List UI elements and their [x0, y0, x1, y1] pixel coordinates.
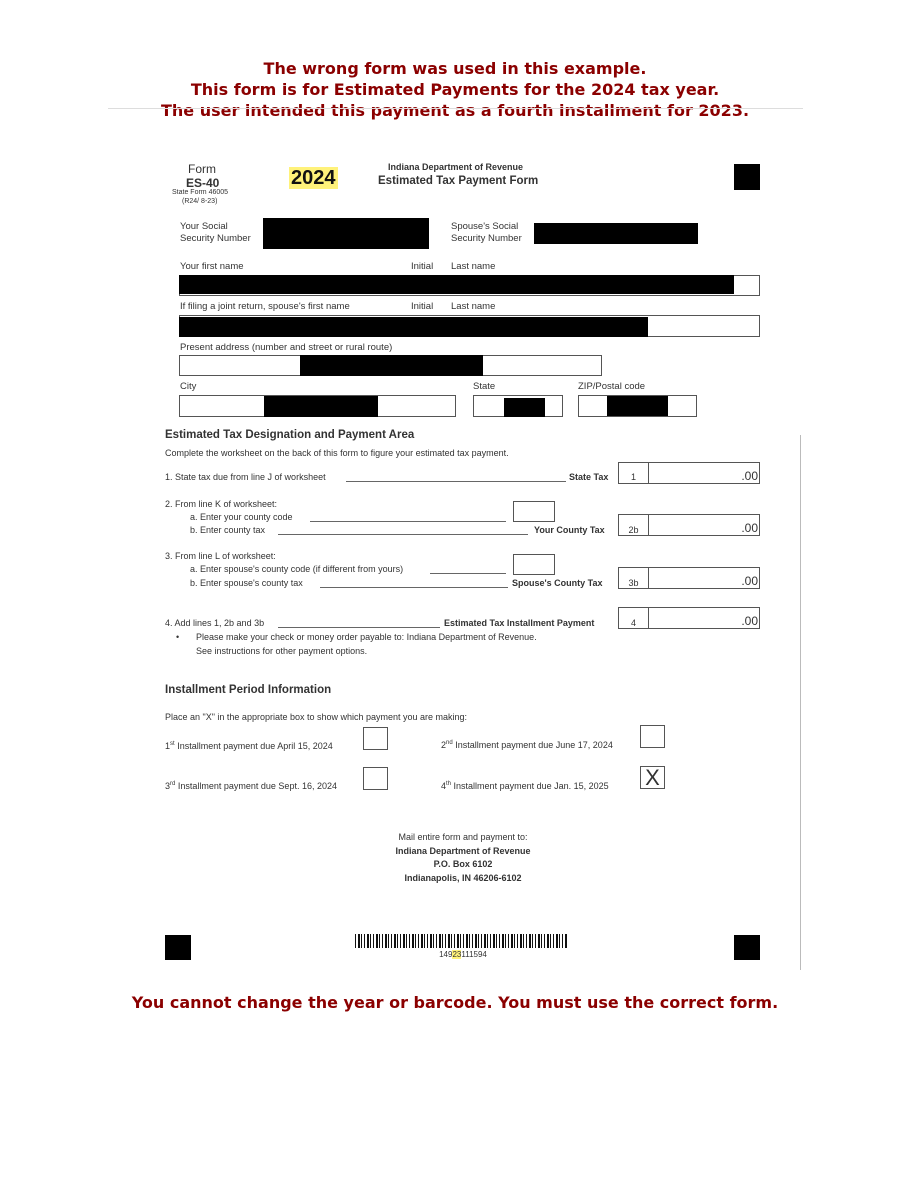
- installment-4-label: 4th Installment payment due Jan. 15, 2025: [441, 781, 609, 791]
- spouse-first-name-label: If filing a joint return, spouse's first name: [180, 301, 350, 312]
- line3-number: 3b: [628, 578, 639, 588]
- form-number: ES-40: [186, 176, 220, 190]
- line3-label: Spouse's County Tax: [512, 578, 603, 588]
- barcode: [355, 934, 568, 948]
- line3b-text: b. Enter spouse's county tax: [190, 578, 303, 588]
- form-revision: (R24/ 8-23): [182, 198, 218, 205]
- installment-4-checkbox[interactable]: X: [640, 766, 665, 789]
- redacted-spouse-name: [179, 317, 648, 337]
- annotation-line-1: The wrong form was used in this example.: [263, 59, 647, 78]
- redacted-name: [179, 275, 734, 294]
- installment-3-label: 3rd Installment payment due Sept. 16, 2024: [165, 781, 337, 791]
- line3-text: 3. From line L of worksheet:: [165, 551, 276, 561]
- line1-amount: .00: [741, 469, 758, 483]
- line2-amount: .00: [741, 521, 758, 535]
- redacted-state: [504, 398, 545, 417]
- line3a-leader: [430, 573, 506, 574]
- line2a-leader: [310, 521, 506, 522]
- agency-name: Indiana Department of Revenue: [388, 162, 524, 172]
- line4-leader: [278, 627, 440, 628]
- last-name-label: Last name: [451, 261, 496, 272]
- alignment-mark-top-right: [734, 164, 760, 190]
- county-code-box: [513, 501, 555, 522]
- designation-heading: Estimated Tax Designation and Payment Area: [165, 429, 415, 441]
- redacted-address: [300, 355, 483, 376]
- mail-city: Indianapolis, IN 46206-6102: [404, 873, 522, 883]
- line2a-text: a. Enter your county code: [190, 512, 293, 522]
- scan-edge: [800, 435, 801, 970]
- payable-note: Please make your check or money order payable to: Indiana Department of Revenue.: [196, 632, 537, 642]
- line3a-text: a. Enter spouse's county code (if different from yours): [190, 564, 404, 574]
- line1-divider: [648, 462, 649, 484]
- installment-1-checkbox[interactable]: [363, 727, 388, 750]
- form-label: Form: [188, 162, 216, 176]
- city-label: City: [180, 381, 197, 392]
- installment-heading: Installment Period Information: [165, 684, 332, 696]
- spouse-initial-label: Initial: [411, 301, 434, 312]
- ssn-label-2: Security Number: [180, 233, 251, 244]
- line1-label: State Tax: [569, 472, 609, 482]
- state-form-number: State Form 46005: [172, 189, 229, 196]
- line1-text: 1. State tax due from line J of worksheet: [165, 472, 326, 482]
- ssn-label-1: Your Social: [180, 221, 228, 232]
- spouse-county-code-box: [513, 554, 555, 575]
- line3-amount: .00: [741, 574, 758, 588]
- spouse-last-name-label: Last name: [451, 301, 496, 312]
- mail-agency: Indiana Department of Revenue: [395, 846, 531, 856]
- annotation-line-3: The user intended this payment as a fourth installment for 2023.: [160, 101, 750, 120]
- line2b-text: b. Enter county tax: [190, 525, 266, 535]
- barcode-number: 14923111594: [439, 950, 487, 959]
- line4-divider: [648, 607, 649, 629]
- redacted-city: [264, 396, 378, 417]
- state-label: State: [473, 381, 496, 392]
- instructions-note: See instructions for other payment options.: [196, 646, 368, 656]
- line2-number: 2b: [628, 525, 639, 535]
- form-title: Estimated Tax Payment Form: [378, 175, 539, 187]
- annotation-bottom: You cannot change the year or barcode. You must use the correct form.: [131, 993, 779, 1012]
- line4-number: 4: [630, 618, 636, 628]
- annotation-line-2: This form is for Estimated Payments for the 2024 tax year.: [190, 80, 720, 99]
- line2b-leader: [278, 534, 528, 535]
- line4-amount: .00: [741, 614, 758, 628]
- zip-label: ZIP/Postal code: [578, 381, 646, 392]
- installment-2-checkbox[interactable]: [640, 725, 665, 748]
- line1-leader: [346, 481, 566, 482]
- line2-label: Your County Tax: [534, 525, 605, 535]
- line4-text: 4. Add lines 1, 2b and 3b: [165, 618, 265, 628]
- first-name-label: Your first name: [180, 261, 244, 272]
- mail-instruction: Mail entire form and payment to:: [398, 832, 528, 842]
- installment-instruction: Place an "X" in the appropriate box to show which payment you are making:: [165, 712, 468, 722]
- installment-2-label: 2nd Installment payment due June 17, 2024: [441, 740, 613, 750]
- line3-divider: [648, 567, 649, 589]
- redacted-zip: [607, 396, 668, 416]
- line2-text: 2. From line K of worksheet:: [165, 499, 278, 509]
- initial-label: Initial: [411, 261, 434, 272]
- line4-label: Estimated Tax Installment Payment: [444, 618, 595, 628]
- line1-number: 1: [630, 472, 636, 482]
- bullet-icon: •: [176, 632, 180, 642]
- tax-year: 2024: [291, 167, 336, 189]
- mail-po-box: P.O. Box 6102: [433, 859, 493, 869]
- redacted-spouse-ssn: [534, 223, 698, 244]
- address-label: Present address (number and street or rural route): [180, 342, 393, 353]
- designation-instruction: Complete the worksheet on the back of this form to figure your estimated tax payment.: [165, 448, 509, 458]
- spouse-ssn-label-2: Security Number: [451, 233, 522, 244]
- line2-divider: [648, 514, 649, 536]
- installment-3-checkbox[interactable]: [363, 767, 388, 790]
- line3b-leader: [320, 587, 508, 588]
- redacted-ssn: [263, 218, 429, 249]
- spouse-ssn-label-1: Spouse's Social: [451, 221, 519, 232]
- installment-1-label: 1st Installment payment due April 15, 2024: [165, 741, 333, 751]
